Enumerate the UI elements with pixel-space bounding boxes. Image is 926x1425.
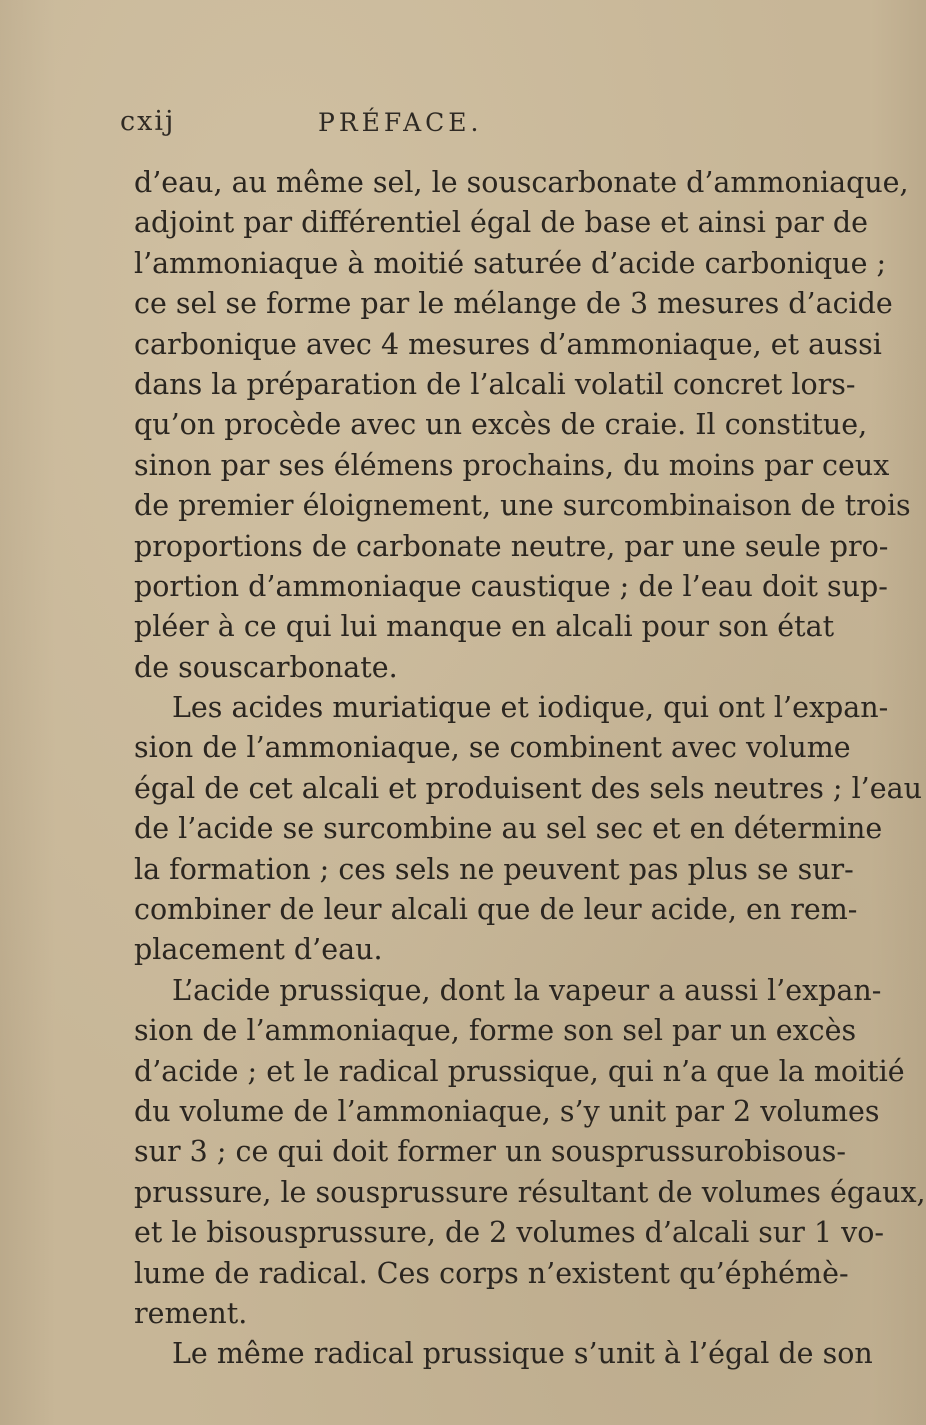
text-line: dans la préparation de l’alcali volatil concret lors- bbox=[134, 367, 856, 401]
text-line: égal de cet alcali et produisent des sels neutres ; l’eau bbox=[134, 771, 922, 805]
text-line: du volume de l’ammoniaque, s’y unit par 2 volumes bbox=[134, 1094, 880, 1128]
text-line: rement. bbox=[134, 1296, 248, 1330]
text-line: Le même radical prussique s’unit à l’égal de son bbox=[172, 1337, 873, 1371]
running-title: PRÉFACE. bbox=[318, 108, 483, 137]
text-line: et le bisousprussure, de 2 volumes d’alcali sur 1 vo- bbox=[134, 1216, 885, 1250]
text-line: de souscarbonate. bbox=[134, 650, 398, 684]
text-line: adjoint par différentiel égal de base et ainsi par de bbox=[134, 206, 868, 240]
text-line: combiner de leur alcali que de leur acide, en rem- bbox=[134, 893, 858, 927]
text-line: l’ammoniaque à moitié saturée d’acide carbonique ; bbox=[134, 246, 887, 280]
text-line: sinon par ses élémens prochains, du moins par ceux bbox=[134, 448, 890, 482]
text-line: de l’acide se surcombine au sel sec et en détermine bbox=[134, 812, 883, 846]
text-line: sion de l’ammoniaque, se combinent avec volume bbox=[134, 731, 851, 765]
text-line: L’acide prussique, dont la vapeur a aussi l’expan- bbox=[172, 973, 882, 1007]
text-line: placement d’eau. bbox=[134, 933, 383, 967]
text-line: qu’on procède avec un excès de craie. Il constitue, bbox=[134, 408, 868, 442]
body-text bbox=[134, 163, 926, 1375]
text-line: d’eau, au même sel, le souscarbonate d’ammoniaque, bbox=[134, 166, 909, 199]
text-line: proportions de carbonate neutre, par une seule pro- bbox=[134, 529, 889, 563]
text-line: ce sel se forme par le mélange de 3 mesures d’acide bbox=[134, 287, 893, 321]
text-line: d’acide ; et le radical prussique, qui n’a que la moitié bbox=[134, 1054, 905, 1088]
text-line: sur 3 ; ce qui doit former un sousprussurobisous- bbox=[134, 1135, 847, 1169]
running-head bbox=[0, 100, 800, 150]
text-line: carbonique avec 4 mesures d’ammoniaque, et aussi bbox=[134, 327, 882, 361]
text-line: sion de l’ammoniaque, forme son sel par un excès bbox=[134, 1014, 857, 1048]
text-line: de premier éloignement, une surcombinaison de trois bbox=[134, 489, 911, 523]
text-line: lume de radical. Ces corps n’existent qu’éphémè- bbox=[134, 1256, 849, 1290]
text-line: la formation ; ces sels ne peuvent pas plus se sur- bbox=[134, 852, 854, 886]
text-line: pléer à ce qui lui manque en alcali pour son état bbox=[134, 610, 835, 644]
text-line: Les acides muriatique et iodique, qui ont l’expan- bbox=[172, 691, 889, 725]
page-number: cxij bbox=[120, 106, 176, 137]
text-line: portion d’ammoniaque caustique ; de l’eau doit sup- bbox=[134, 569, 888, 603]
text-line: prussure, le sousprussure résultant de volumes égaux, bbox=[134, 1175, 926, 1209]
